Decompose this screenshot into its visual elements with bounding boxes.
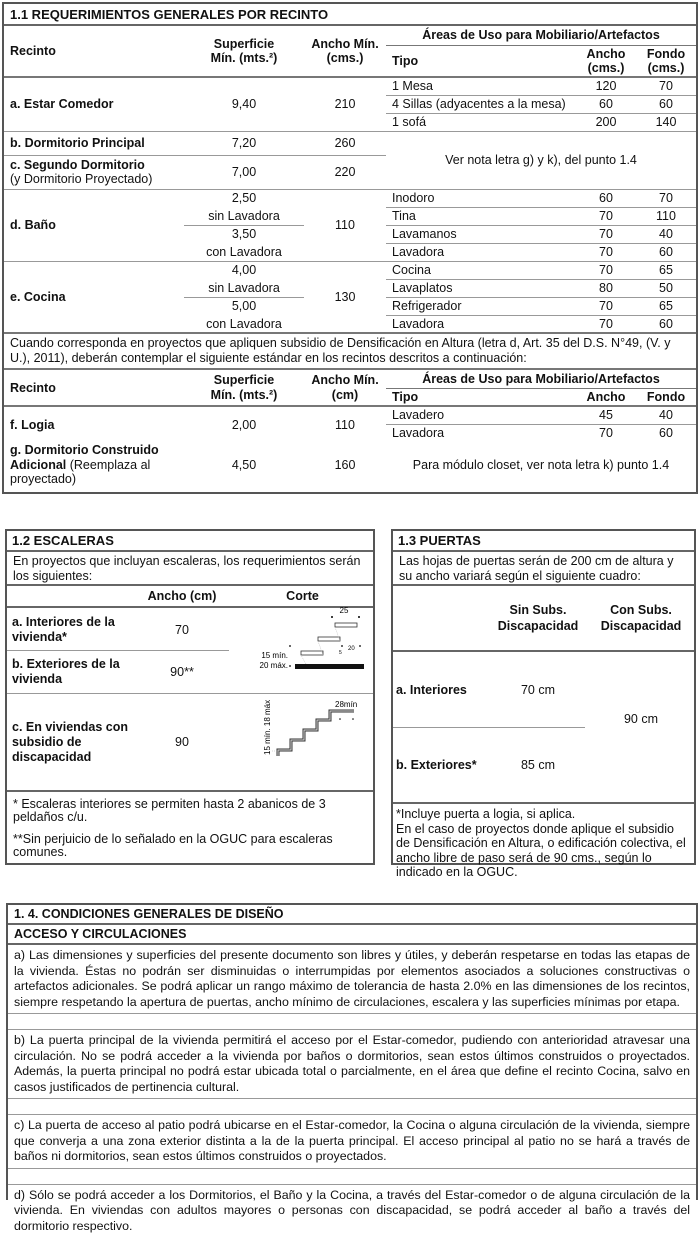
- puertas-note-2: En el caso de proyectos donde aplique el subsidio de Densificación en Altura, o edificación colectiva, el ancho libre de paso será de 90 cms., según lo indicado en la OGUC.: [396, 822, 691, 880]
- col-superficie-2: Superficie Mín. (mts.²): [184, 369, 304, 406]
- section-1-2-title: 1.2 ESCALERAS: [7, 531, 373, 552]
- col-areas-uso: Áreas de Uso para Mobiliario/Artefactos: [386, 26, 696, 45]
- superficie-label: sin Lavadora: [184, 207, 304, 225]
- section-1-1: [2, 2, 698, 494]
- escalera-ancho: 90**: [132, 665, 232, 679]
- dim-contrahuella-max: 20 máx.: [260, 661, 288, 670]
- col-con-subsidio: Con Subs. Discapacidad: [588, 602, 694, 634]
- item-tipo: 1 sofá: [386, 113, 576, 131]
- superficie-value: 2,50: [184, 189, 304, 207]
- table-row: [4, 261, 696, 279]
- item-fondo: 70: [636, 189, 696, 207]
- requirements-table: [4, 26, 696, 488]
- item-fondo: 60: [636, 243, 696, 261]
- item-tipo: Cocina: [386, 261, 576, 279]
- item-tipo: Lavadora: [386, 424, 576, 442]
- puerta-name: a. Interiores: [393, 683, 488, 697]
- item-ancho: 60: [576, 189, 636, 207]
- dim-huella-min: 28mín: [335, 700, 357, 709]
- item-ancho: 60: [576, 95, 636, 113]
- escalera-name: a. Interiores de la vivienda*: [7, 615, 132, 645]
- puerta-sin-value: 70 cm: [488, 683, 588, 697]
- puerta-name: b. Exteriores*: [393, 758, 488, 772]
- ancho-value: 160: [304, 442, 386, 488]
- item-tipo: 4 Sillas (adyacentes a la mesa): [386, 95, 576, 113]
- superficie-label: con Lavadora: [184, 315, 304, 333]
- item-fondo: 60: [636, 95, 696, 113]
- densificacion-note: Cuando corresponda en proyectos que apliquen subsidio de Densificación en Altura (letra d, Art. 35 del D.S. N°49, (V. y U.), 2011), deberán contemplar el siguiente estándar en los recintos descritos a continuación:: [4, 333, 696, 369]
- item-ancho: 70: [576, 225, 636, 243]
- table-row: [4, 131, 696, 155]
- stair-section-diagram-2: [257, 695, 367, 765]
- superficie-value: 4,00: [184, 261, 304, 279]
- item-ancho: 45: [576, 406, 636, 424]
- item-fondo: 70: [636, 77, 696, 95]
- escalera-ancho: 90: [132, 735, 232, 749]
- section-1-3: [391, 529, 696, 865]
- item-tipo: 1 Mesa: [386, 77, 576, 95]
- puerta-con-value: 90 cm: [588, 712, 694, 726]
- superficie-label: con Lavadora: [184, 243, 304, 261]
- paragraph-b: b) La puerta principal de la vivienda permitirá el acceso por el Estar-comedor, pudiendo con anterioridad atravesar una circulación. No se podrá acceder a la vivienda por baños o dormitorios, sean estos últimos construidos o proyectados. Además, la puerta principal no podrá estar ubicada total o parcialmente, en el área que define el recinto Cocina, salvo en casos justificados de pertinencia cultural.: [8, 1030, 696, 1099]
- ancho-value: 260: [304, 131, 386, 155]
- item-fondo: 65: [636, 261, 696, 279]
- escaleras-intro: En proyectos que incluyan escaleras, los requerimientos serán los siguientes:: [7, 552, 373, 586]
- section-1-1-title: 1.1 REQUERIMIENTOS GENERALES POR RECINTO: [4, 4, 696, 26]
- item-ancho: 200: [576, 113, 636, 131]
- dim-contrahuella-range: 15 mín. 18 máx: [263, 700, 272, 755]
- puertas-intro: Las hojas de puertas serán de 200 cm de altura y su ancho variará según el siguiente cuadro:: [393, 552, 694, 586]
- superficie-value: 7,00: [184, 155, 304, 189]
- recinto-name: b. Dormitorio Principal: [4, 131, 184, 155]
- puerta-row-exteriores: [393, 727, 694, 802]
- table-row: [4, 189, 696, 207]
- col-recinto-2: Recinto: [4, 369, 184, 406]
- item-tipo: Lavamanos: [386, 225, 576, 243]
- item-fondo: 40: [636, 225, 696, 243]
- dim-huella: 25: [340, 606, 349, 615]
- escalera-ancho: 70: [132, 623, 232, 637]
- item-ancho: 70: [576, 207, 636, 225]
- item-ancho: 70: [576, 261, 636, 279]
- superficie-value: 9,40: [184, 77, 304, 131]
- puertas-note-1: *Incluye puerta a logia, si aplica.: [396, 807, 691, 822]
- section-1-2: [5, 529, 375, 865]
- dim-5: 5: [339, 650, 342, 656]
- col-ancho: Ancho (cms.): [576, 45, 636, 77]
- ancho-value: 210: [304, 77, 386, 131]
- stair-section-diagram-1: [232, 605, 372, 691]
- item-fondo: 140: [636, 113, 696, 131]
- recinto-name: d. Baño: [4, 189, 184, 261]
- item-tipo: Lavadora: [386, 243, 576, 261]
- ancho-value: 130: [304, 261, 386, 333]
- escalera-name: c. En viviendas con subsidio de discapacidad: [7, 720, 132, 765]
- item-fondo: 50: [636, 279, 696, 297]
- col-ancho-2: Ancho: [576, 388, 636, 406]
- section-1-4: [6, 903, 698, 1200]
- col-ancho-cm: Ancho (cm): [132, 589, 232, 603]
- puertas-notes: [393, 802, 694, 883]
- item-tipo: Lavadero: [386, 406, 576, 424]
- item-fondo: 65: [636, 297, 696, 315]
- section-1-3-title: 1.3 PUERTAS: [393, 531, 694, 552]
- item-tipo: Lavadora: [386, 315, 576, 333]
- dim-20: 20: [348, 646, 355, 652]
- puerta-sin-value: 85 cm: [488, 758, 588, 772]
- item-fondo: 60: [636, 424, 696, 442]
- ancho-value: 110: [304, 189, 386, 261]
- paragraph-d: d) Sólo se podrá acceder a los Dormitorios, el Baño y la Cocina, a través del Estar-comedor o de alguna circulación de la vivienda. En viviendas con adultos mayores o personas con discapacidad, se podrá acceder al baño a través del dormitorio respectivo.: [8, 1185, 696, 1237]
- escalera-name: b. Exteriores de la vivienda: [7, 657, 132, 687]
- item-fondo: 110: [636, 207, 696, 225]
- table-row: [4, 406, 696, 424]
- col-ancho-min: Ancho Mín. (cms.): [304, 26, 386, 77]
- item-fondo: 60: [636, 315, 696, 333]
- item-ancho: 70: [576, 243, 636, 261]
- dim-contrahuella-min: 15 mín.: [261, 651, 288, 660]
- recinto-name: a. Estar Comedor: [4, 77, 184, 131]
- paragraph-a: a) Las dimensiones y superficies del presente documento son libres y útiles, y deberán respetarse en todas las etapas de la vivienda. Éstas no podrán ser disminuidas o interrumpidas por elementos asociados a soluciones constructivas o artefactos adicionales. Se podrá aplicar un rango máximo de tolerancia de hasta 2.0% en las dimensiones de los recintos, siempre respetando la apertura de puertas, ancho mínimo de circulaciones, escalera y las superficies mínimas por etapa.: [8, 945, 696, 1014]
- bc-note: Ver nota letra g) y k), del punto 1.4: [386, 131, 696, 189]
- col-fondo-2: Fondo: [636, 388, 696, 406]
- col-tipo-2: Tipo: [386, 388, 576, 406]
- item-ancho: 70: [576, 297, 636, 315]
- ancho-value: 220: [304, 155, 386, 189]
- col-areas-uso-2: Áreas de Uso para Mobiliario/Artefactos: [386, 369, 696, 388]
- table-row: [4, 77, 696, 95]
- section-1-4-title: 1. 4. CONDICIONES GENERALES DE DISEÑO: [8, 905, 696, 925]
- item-tipo: Lavaplatos: [386, 279, 576, 297]
- col-ancho-min-2: Ancho Mín. (cm): [304, 369, 386, 406]
- paragraph-c: c) La puerta de acceso al patio podrá ubicarse en el Estar-comedor, la Cocina o alguna circulación de la vivienda, siempre que converja a una zona exterior distinta a la de la puerta principal. El acceso principal al patio no se hará a través de baños ni dormitorios, sean estos últimos construidos o proyectados.: [8, 1115, 696, 1169]
- col-corte: Corte: [232, 589, 373, 603]
- ancho-value: 110: [304, 406, 386, 442]
- item-ancho: 120: [576, 77, 636, 95]
- col-recinto: Recinto: [4, 26, 184, 77]
- superficie-value: 3,50: [184, 225, 304, 243]
- col-sin-subsidio: Sin Subs. Discapacidad: [488, 602, 588, 634]
- recinto-name: f. Logia: [4, 406, 184, 442]
- superficie-value: 2,00: [184, 406, 304, 442]
- escaleras-note-2: **Sin perjuicio de lo señalado en la OGUC para escaleras comunes.: [7, 831, 373, 861]
- col-superficie: Superficie Mín. (mts.²): [184, 26, 304, 77]
- item-ancho: 70: [576, 424, 636, 442]
- recinto-name: g. Dormitorio Construido Adicional (Reemplaza al proyectado): [4, 442, 184, 488]
- superficie-label: sin Lavadora: [184, 279, 304, 297]
- recinto-name: e. Cocina: [4, 261, 184, 333]
- item-ancho: 80: [576, 279, 636, 297]
- table-row: [4, 442, 696, 488]
- item-ancho: 70: [576, 315, 636, 333]
- item-tipo: Inodoro: [386, 189, 576, 207]
- superficie-value: 4,50: [184, 442, 304, 488]
- col-fondo: Fondo (cms.): [636, 45, 696, 77]
- superficie-value: 5,00: [184, 297, 304, 315]
- item-tipo: Tina: [386, 207, 576, 225]
- item-tipo: Refrigerador: [386, 297, 576, 315]
- section-1-4-subtitle: ACCESO Y CIRCULACIONES: [8, 925, 696, 945]
- escaleras-note-1: * Escaleras interiores se permiten hasta 2 abanicos de 3 peldaños c/u.: [7, 796, 373, 826]
- closet-note: Para módulo closet, ver nota letra k) punto 1.4: [386, 442, 696, 488]
- superficie-value: 7,20: [184, 131, 304, 155]
- recinto-name: c. Segundo Dormitorio (y Dormitorio Proyectado): [4, 155, 184, 189]
- item-fondo: 40: [636, 406, 696, 424]
- col-tipo: Tipo: [386, 45, 576, 77]
